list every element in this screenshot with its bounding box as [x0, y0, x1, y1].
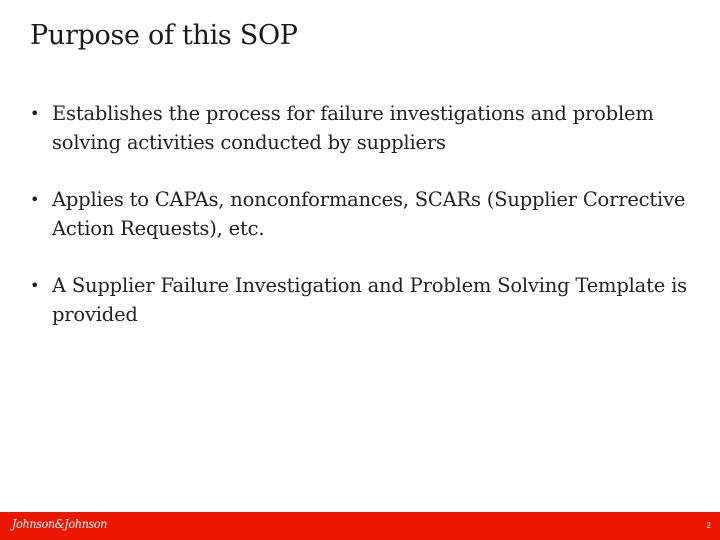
bullet-text: Establishes the process for failure investigations and problem solving activities conducted by suppliers	[52, 102, 654, 154]
bullet-marker: •	[30, 276, 40, 295]
bullet-item	[30, 271, 700, 329]
footer-bar	[0, 512, 720, 540]
bullet-item	[30, 99, 700, 157]
bullet-text: Applies to CAPAs, nonconformances, SCARs (Supplier Corrective Action Requests), etc.	[52, 188, 686, 240]
bullet-text: A Supplier Failure Investigation and Problem Solving Template is provided	[52, 274, 687, 326]
page-number: 2	[706, 521, 711, 530]
bullet-marker: •	[30, 190, 40, 209]
company-logo: Johnson&Johnson	[12, 517, 108, 531]
bullet-list	[30, 99, 700, 357]
bullet-marker: •	[30, 104, 40, 123]
slide-title: Purpose of this SOP	[30, 20, 298, 51]
bullet-item	[30, 185, 700, 243]
